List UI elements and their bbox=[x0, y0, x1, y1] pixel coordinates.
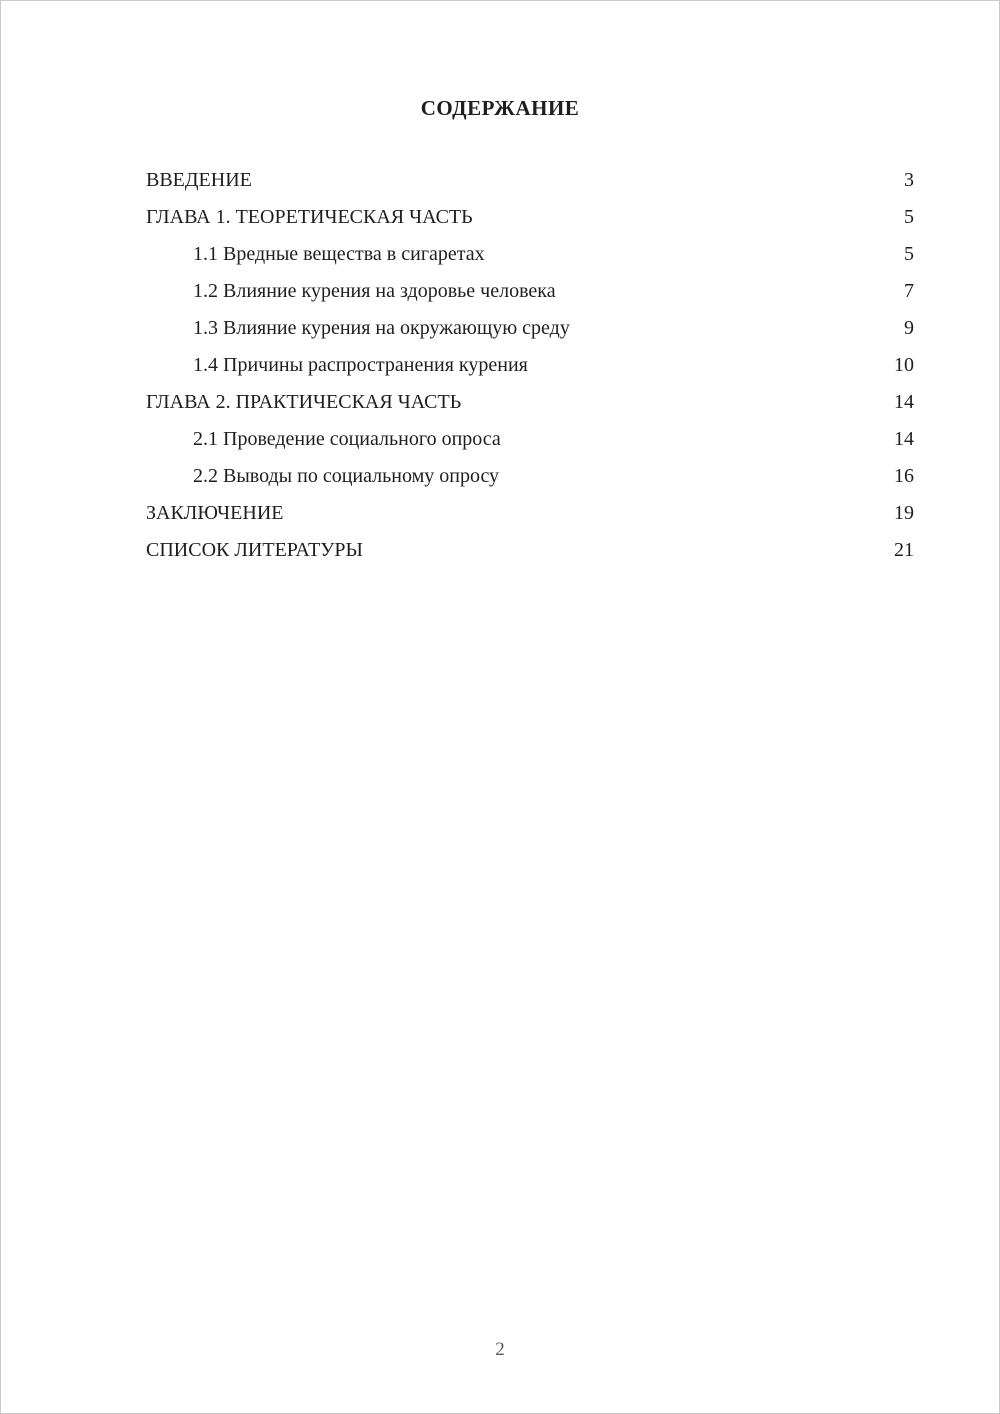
toc-entry-page: 9 bbox=[904, 317, 914, 339]
toc-entry-2-2 bbox=[146, 465, 914, 502]
toc-entry-page: 5 bbox=[904, 206, 914, 228]
toc-entry-vvedenie bbox=[146, 169, 914, 206]
toc-entry-page: 21 bbox=[894, 539, 914, 561]
toc-entry-label: 2.2 Выводы по социальному опросу bbox=[193, 465, 500, 487]
toc-entry-page: 10 bbox=[894, 354, 914, 376]
toc-entry-page: 14 bbox=[894, 391, 914, 413]
toc-entry-page: 19 bbox=[894, 502, 914, 524]
toc-entry-label: 1.4 Причины распространения курения bbox=[193, 354, 528, 376]
toc-entry-2-1 bbox=[146, 428, 914, 465]
toc-entry-1-1 bbox=[146, 243, 914, 280]
page-number: 2 bbox=[495, 1339, 505, 1360]
toc-entry-label: СПИСОК ЛИТЕРАТУРЫ bbox=[146, 539, 363, 561]
page-title: СОДЕРЖАНИЕ bbox=[420, 96, 580, 120]
toc-entry-label: ГЛАВА 2. ПРАКТИЧЕСКАЯ ЧАСТЬ bbox=[146, 391, 462, 413]
toc-entry-page: 3 bbox=[904, 169, 914, 191]
toc-entry-label: ГЛАВА 1. ТЕОРЕТИЧЕСКАЯ ЧАСТЬ bbox=[146, 206, 473, 228]
toc-entry-glava-2 bbox=[146, 391, 914, 428]
toc-entry-label: ЗАКЛЮЧЕНИЕ bbox=[146, 502, 284, 524]
toc-entry-1-4 bbox=[146, 354, 914, 391]
toc-entry-1-3 bbox=[146, 317, 914, 354]
toc-entry-1-2 bbox=[146, 280, 914, 317]
toc-entry-spisok-literatury bbox=[146, 539, 914, 576]
table-of-contents bbox=[1, 169, 999, 576]
toc-entry-label: 1.1 Вредные вещества в сигаретах bbox=[193, 243, 485, 265]
toc-entry-label: ВВЕДЕНИЕ bbox=[146, 169, 252, 191]
toc-entry-page: 16 bbox=[894, 465, 914, 487]
toc-entry-zaklyuchenie bbox=[146, 502, 914, 539]
toc-entry-label: 2.1 Проведение социального опроса bbox=[193, 428, 501, 450]
toc-entry-page: 7 bbox=[904, 280, 914, 302]
toc-entry-page: 5 bbox=[904, 243, 914, 265]
toc-entry-label: 1.3 Влияние курения на окружающую среду bbox=[193, 317, 570, 339]
toc-entry-page: 14 bbox=[894, 428, 914, 450]
toc-entry-glava-1 bbox=[146, 206, 914, 243]
toc-entry-label: 1.2 Влияние курения на здоровье человека bbox=[193, 280, 556, 302]
